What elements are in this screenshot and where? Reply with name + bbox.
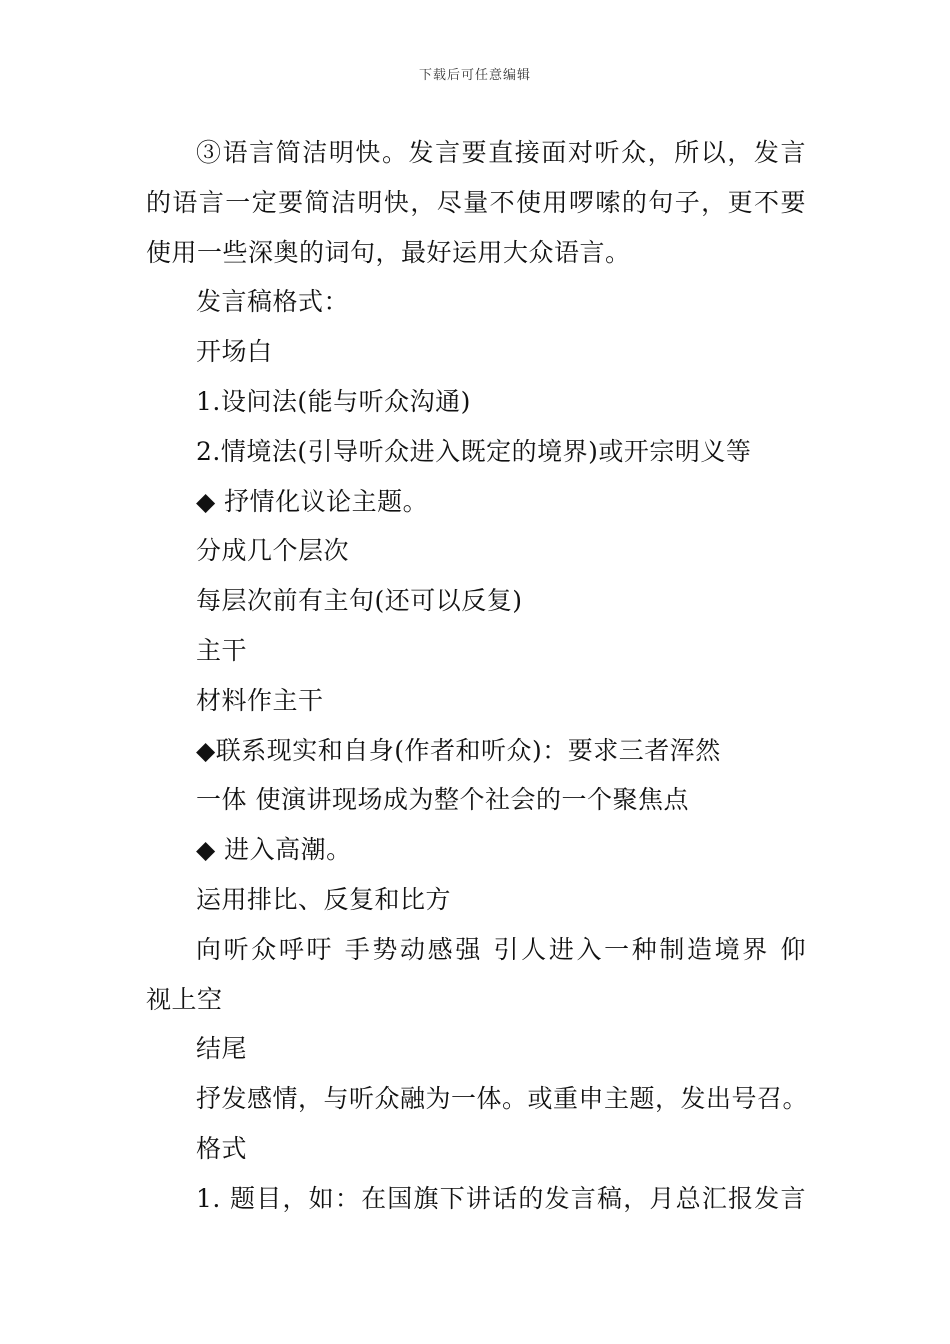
text-line: 格式 [196, 1133, 248, 1163]
text-line: 1. 题目，如：在国旗下讲话的发言稿，月总汇报发言 [196, 1183, 806, 1213]
text-line: 的语言一定要简洁明快，尽量不使用啰嗦的句子，更不要 [146, 187, 806, 217]
text-line: ③语言简洁明快。发言要直接面对听众，所以，发言 [196, 138, 806, 167]
text-line: 一体 使演讲现场成为整个社会的一个聚焦点 [196, 785, 689, 815]
text-line: 开场白 [196, 337, 273, 367]
text-line: 抒发感情，与听众融为一体。或重申主题，发出号召。 [196, 1084, 809, 1114]
text-line: 材料作主干 [196, 685, 324, 715]
text-line: 发言稿格式： [196, 287, 350, 317]
text-line: 视上空 [146, 984, 223, 1014]
text-line: 分成几个层次 [196, 536, 350, 566]
text-line: 1.设问法(能与听众沟通) [196, 386, 471, 416]
text-line: ◆联系现实和自身(作者和听众)：要求三者浑然 [196, 735, 721, 765]
text-line: 每层次前有主句(还可以反复) [196, 586, 523, 616]
page-header: 下载后可任意编辑 [418, 68, 531, 83]
text-line: 向听众呼吁 手势动感强 引人进入一种制造境界 仰 [196, 934, 806, 964]
document-body [146, 128, 809, 1224]
text-line: 结尾 [196, 1034, 248, 1064]
text-line: 运用排比、反复和比方 [196, 884, 452, 914]
text-line: 使用一些深奥的词句，最好运用大众语言。 [146, 237, 631, 267]
text-line: 主干 [196, 635, 248, 665]
text-line: 2.情境法(引导听众进入既定的境界)或开宗明义等 [196, 436, 752, 466]
text-line: ◆ 进入高潮。 [196, 835, 352, 865]
text-line: ◆ 抒情化议论主题。 [196, 486, 429, 516]
